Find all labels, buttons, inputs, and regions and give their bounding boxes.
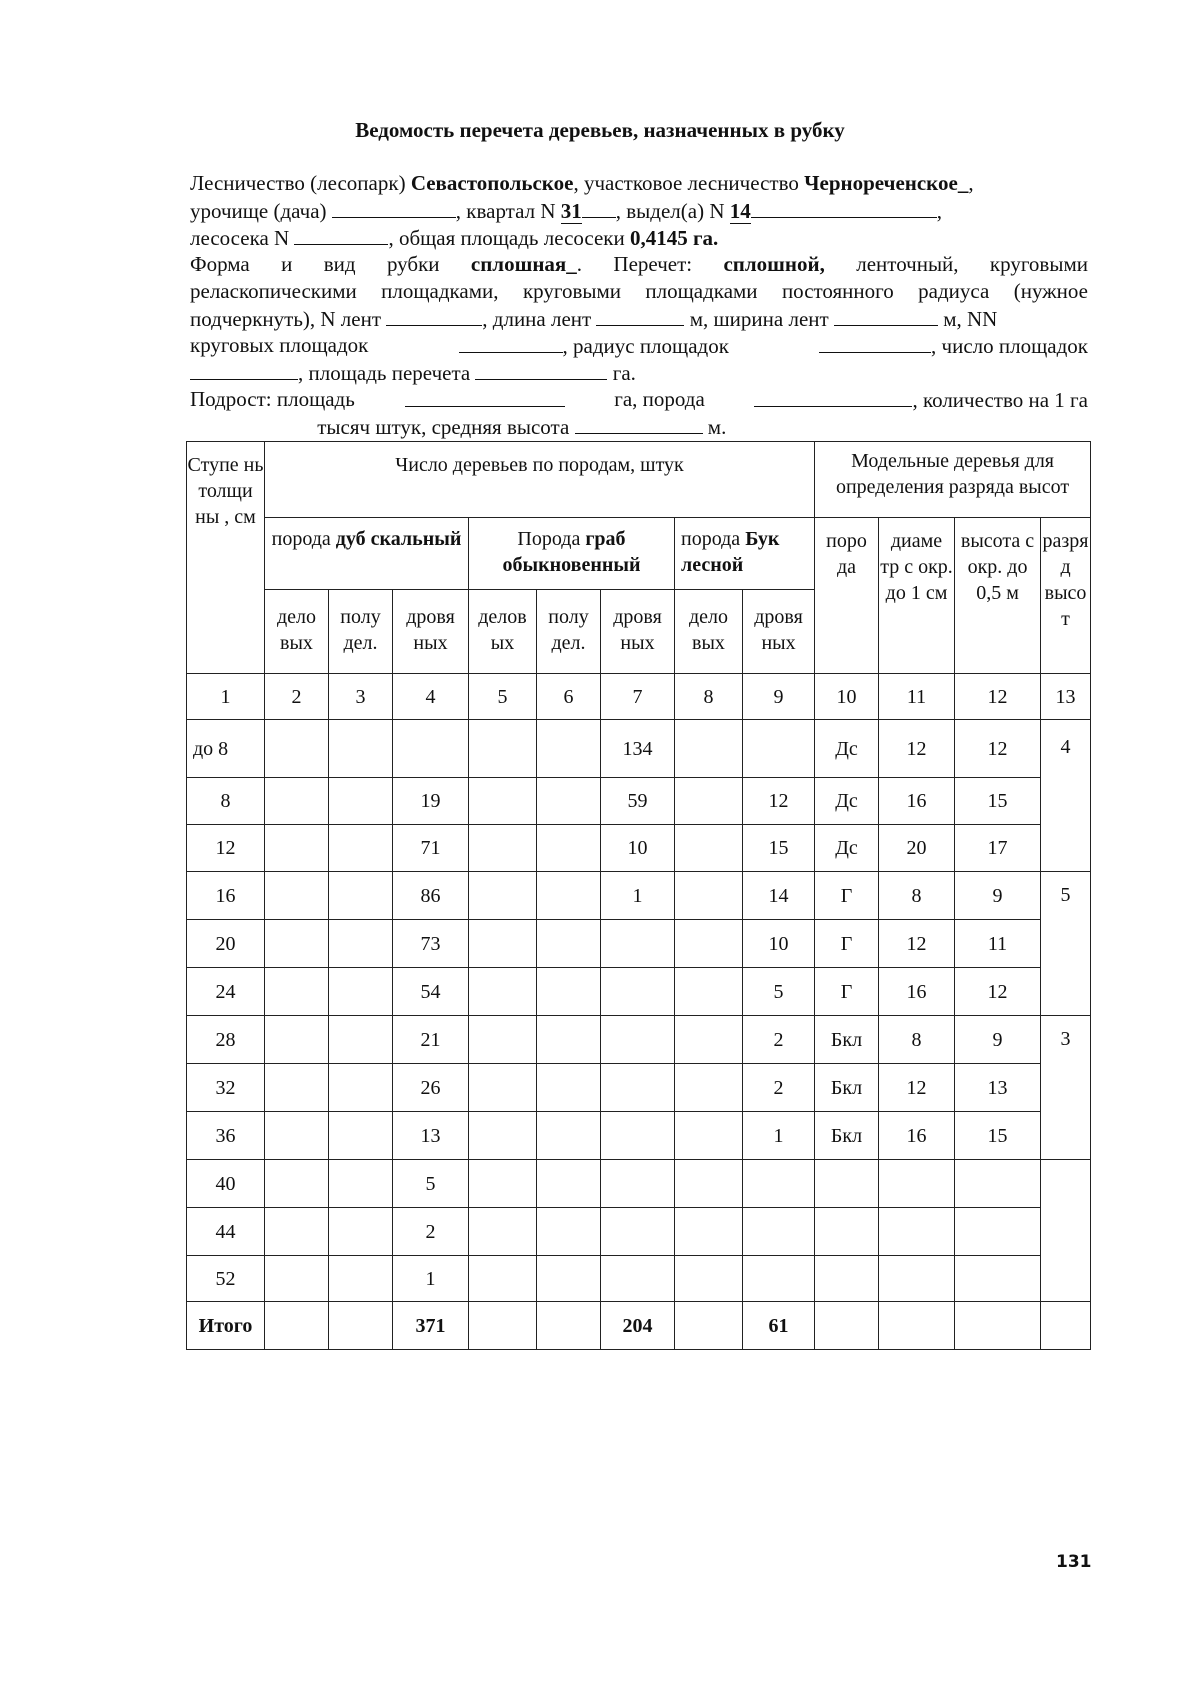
document-title: Ведомость перечета деревьев, назначенных в рубку [355,118,845,142]
hornbeam-firewood-cell [601,1256,675,1302]
model-species-cell [815,1208,879,1256]
oak-firewood-cell: 73 [393,920,469,968]
hornbeam-business-cell [469,1208,537,1256]
step-cell: 28 [187,1016,265,1064]
total-hornbeam-semi [537,1302,601,1350]
label-nn: м, NN [937,307,998,331]
model-diameter-cell: 16 [879,778,955,825]
beech-business-cell [675,720,743,778]
table-row [187,1016,1091,1064]
oak-semi-cell [329,1064,393,1112]
oak-business-cell [265,825,329,872]
oak-semi-cell [329,720,393,778]
label-undergrowth-area: Подрост: площадь [190,387,355,411]
oak-firewood-header: дровя ных [393,590,469,674]
step-cell: 8 [187,778,265,825]
oak-business-cell [265,1208,329,1256]
oak-firewood-cell: 1 [393,1256,469,1302]
hornbeam-firewood-header: дровя ных [601,590,675,674]
total-oak-business [265,1302,329,1350]
column-number: 8 [675,674,743,720]
step-cell: 40 [187,1160,265,1208]
step-cell: 12 [187,825,265,872]
cut-type-value: сплошная_ [470,252,577,276]
model-species-cell: Г [815,920,879,968]
model-diameter-cell: 16 [879,968,955,1016]
model-trees-header: Модельные деревья для определения разряда высот [815,442,1091,518]
label-undergrowth-species: га, порода [614,387,705,411]
unit-ha: га. [607,361,636,385]
label-cut-type: Форма и вид рубки [190,252,440,276]
oak-firewood-cell: 86 [393,872,469,920]
column-number: 4 [393,674,469,720]
label-strips-width: м, ширина лент [684,307,834,331]
beech-firewood-cell: 2 [743,1016,815,1064]
header-row-1 [187,442,1091,518]
beech-firewood-cell: 2 [743,1064,815,1112]
hornbeam-business-cell [469,720,537,778]
hornbeam-business-cell [469,920,537,968]
beech-firewood-cell: 15 [743,825,815,872]
model-rank-cell: 4 [1041,720,1091,872]
hornbeam-firewood-cell: 10 [601,825,675,872]
beech-firewood-cell [743,1208,815,1256]
count-area-blank [475,359,607,380]
total-beech-business [675,1302,743,1350]
quarter-blank [582,197,616,218]
model-height-cell: 11 [955,920,1041,968]
oak-firewood-cell: 26 [393,1064,469,1112]
column-number: 11 [879,674,955,720]
oak-business-cell [265,1064,329,1112]
total-model-diameter [879,1302,955,1350]
beech-business-cell [675,1160,743,1208]
total-label: Итого [187,1302,265,1350]
undergrowth-species-blank [754,386,912,407]
beech-business-header: дело вых [675,590,743,674]
beech-business-cell [675,1256,743,1302]
model-height-cell: 13 [955,1064,1041,1112]
hornbeam-firewood-cell: 59 [601,778,675,825]
comma: , [936,199,942,223]
beech-business-cell [675,1016,743,1064]
model-height-cell: 15 [955,1112,1041,1160]
model-species-cell: Бкл [815,1064,879,1112]
table-row [187,1160,1091,1208]
model-height-cell: 9 [955,1016,1041,1064]
hornbeam-semi-cell [537,1256,601,1302]
oak-semi-cell [329,778,393,825]
oak-semi-cell [329,872,393,920]
model-rank-cell: 5 [1041,872,1091,1016]
label-strips-length: , длина лент [482,307,597,331]
column-number: 7 [601,674,675,720]
step-cell: 24 [187,968,265,1016]
allotment-value: 14 [729,199,751,223]
hornbeam-business-cell [469,778,537,825]
label-quarter: , квартал N [455,199,561,223]
plots-number-blank [190,359,298,380]
hornbeam-business-header: делов ых [469,590,537,674]
model-species-cell [815,1256,879,1302]
model-species-header: поро да [815,518,879,674]
oak-semi-cell [329,1016,393,1064]
model-height-cell [955,1256,1041,1302]
model-diameter-cell: 12 [879,920,955,968]
table-row [187,1256,1091,1302]
oak-semi-cell [329,968,393,1016]
form-line-undergrowth-height [190,413,1088,440]
model-height-cell: 9 [955,872,1041,920]
hornbeam-firewood-cell: 1 [601,872,675,920]
hornbeam-business-cell [469,1112,537,1160]
allotment-blank [751,197,937,218]
model-diameter-cell: 12 [879,1064,955,1112]
model-height-cell: 17 [955,825,1041,872]
tree-count-header: Число деревьев по породам, штук [265,442,815,518]
oak-business-cell [265,968,329,1016]
oak-semi-cell [329,1112,393,1160]
beech-business-cell [675,968,743,1016]
table-row [187,872,1091,920]
column-number-row [187,674,1091,720]
model-rank-cell: 3 [1041,1016,1091,1160]
beech-business-cell [675,1208,743,1256]
hornbeam-firewood-cell [601,1208,675,1256]
table-row [187,825,1091,872]
hornbeam-semi-cell [537,825,601,872]
oak-business-cell [265,1160,329,1208]
hornbeam-firewood-cell [601,968,675,1016]
model-height-cell: 12 [955,968,1041,1016]
oak-semi-cell [329,825,393,872]
oak-firewood-cell: 2 [393,1208,469,1256]
species-beech-header: порода Бук лесной [675,518,815,590]
oak-business-cell [265,720,329,778]
total-hornbeam-firewood: 204 [601,1302,675,1350]
table-row [187,920,1091,968]
table-row [187,778,1091,825]
hornbeam-semi-cell [537,920,601,968]
table-row [187,968,1091,1016]
form-line-plots: реласкопическими площадками, круговыми площадками постоянного радиуса (нужное [190,279,1088,303]
model-species-cell: Г [815,872,879,920]
comma: , [968,171,974,195]
beech-firewood-header: дровя ных [743,590,815,674]
label-total-area: , общая площадь лесосеки [388,226,630,250]
strips-length-blank [596,305,684,326]
form-line-undergrowth [190,386,1088,413]
column-number: 10 [815,674,879,720]
label-cutting-area: лесосека N [190,226,295,250]
step-cell: 32 [187,1064,265,1112]
oak-business-cell [265,1256,329,1302]
label-allotment: , выдел(а) N [615,199,730,223]
step-cell: 20 [187,920,265,968]
quarter-value: 31 [560,199,582,223]
hornbeam-firewood-cell [601,920,675,968]
form-line-count-area [190,359,1088,386]
hornbeam-firewood-cell [601,1160,675,1208]
model-diameter-cell: 16 [879,1112,955,1160]
tree-count-table [186,441,1091,1350]
beech-business-cell [675,920,743,968]
model-height-cell [955,1160,1041,1208]
unit-m: м. [702,415,727,439]
hornbeam-firewood-cell: 134 [601,720,675,778]
hornbeam-business-cell [469,968,537,1016]
hornbeam-semi-cell [537,1112,601,1160]
model-species-cell: Бкл [815,1112,879,1160]
form-line-tract [190,197,1088,224]
total-oak-semi [329,1302,393,1350]
label-quantity: , количество на 1 га [912,388,1088,412]
total-beech-firewood: 61 [743,1302,815,1350]
species-oak-name: дуб скальный [335,528,462,550]
oak-semi-header: полу дел. [329,590,393,674]
table-row [187,1064,1091,1112]
hornbeam-semi-cell [537,968,601,1016]
model-species-cell: Дс [815,720,879,778]
model-diameter-cell: 12 [879,720,955,778]
forestry-value: Севастопольское [410,171,574,195]
label-strips-count: подчеркнуть), N лент [190,307,387,331]
form-line-cutting-area [190,224,1088,251]
oak-semi-cell [329,1208,393,1256]
oak-business-cell [265,872,329,920]
strips-count-blank [386,305,482,326]
oak-firewood-cell: 21 [393,1016,469,1064]
beech-firewood-cell: 14 [743,872,815,920]
beech-firewood-cell: 1 [743,1112,815,1160]
hornbeam-semi-cell [537,872,601,920]
hornbeam-business-cell [469,825,537,872]
round-plots-blank [459,332,563,353]
radius-blank [819,332,931,353]
oak-semi-cell [329,1160,393,1208]
label-forestry: Лесничество (лесопарк) [190,171,411,195]
beech-business-cell [675,1112,743,1160]
model-species-cell: Бкл [815,1016,879,1064]
column-number: 12 [955,674,1041,720]
count-options-text: ленточный, круговыми [856,252,1088,276]
hornbeam-semi-cell [537,778,601,825]
model-height-cell: 15 [955,778,1041,825]
model-height-cell: 12 [955,720,1041,778]
column-number: 5 [469,674,537,720]
model-species-cell: Г [815,968,879,1016]
total-row [187,1302,1091,1350]
species-oak-header: порода дуб скальный [265,518,469,590]
column-number: 2 [265,674,329,720]
oak-firewood-cell: 5 [393,1160,469,1208]
step-cell: 36 [187,1112,265,1160]
strips-width-blank [834,305,938,326]
tract-blank [332,197,456,218]
oak-business-header: дело вых [265,590,329,674]
model-diameter-cell [879,1208,955,1256]
beech-firewood-cell: 5 [743,968,815,1016]
total-model-height [955,1302,1041,1350]
undergrowth-area-blank [405,386,565,407]
form-line-cut-type [190,251,1088,278]
model-diameter-cell [879,1256,955,1302]
column-number: 13 [1041,674,1091,720]
model-diameter-cell [879,1160,955,1208]
model-height-cell [955,1208,1041,1256]
column-number: 1 [187,674,265,720]
label-round-plots: круговых площадок [190,333,369,357]
beech-business-cell [675,825,743,872]
hornbeam-semi-cell [537,1208,601,1256]
label-plots-number: , число площадок [931,334,1088,358]
avg-height-blank [575,413,703,434]
hornbeam-semi-cell [537,1160,601,1208]
column-number: 9 [743,674,815,720]
form-line-strips [190,305,1088,332]
header-row-2 [187,518,1091,590]
form-line-forestry [190,170,1088,197]
total-area-value: 0,4145 га. [630,226,719,250]
species-hornbeam-name: граб обыкновенный [502,528,641,576]
oak-semi-cell [329,1256,393,1302]
table-row [187,1208,1091,1256]
label-thousand-pcs: тысяч штук, средняя высота [312,415,575,439]
beech-business-cell [675,778,743,825]
hornbeam-firewood-cell [601,1016,675,1064]
table-row [187,720,1091,778]
model-rank-header: разря д высо т [1041,518,1091,674]
label-count-area: , площадь перечета [298,361,476,385]
oak-business-cell [265,920,329,968]
beech-business-cell [675,872,743,920]
form-line-round-plots [190,332,1088,359]
model-rank-cell [1041,1160,1091,1302]
total-model-rank [1041,1302,1091,1350]
oak-firewood-cell: 54 [393,968,469,1016]
label-count: . Перечет: [576,252,693,276]
cutting-area-blank [294,224,388,245]
beech-firewood-cell: 10 [743,920,815,968]
beech-firewood-cell [743,720,815,778]
column-number: 3 [329,674,393,720]
total-hornbeam-business [469,1302,537,1350]
oak-business-cell [265,1112,329,1160]
label-district: , участковое лесничество [573,171,805,195]
count-type-value: сплошной, [723,252,825,276]
oak-firewood-cell: 71 [393,825,469,872]
hornbeam-semi-cell [537,1064,601,1112]
model-diameter-header: диаме тр с окр. до 1 см [879,518,955,674]
beech-firewood-cell [743,1256,815,1302]
hornbeam-business-cell [469,1064,537,1112]
model-diameter-cell: 20 [879,825,955,872]
step-cell: 16 [187,872,265,920]
oak-firewood-cell: 13 [393,1112,469,1160]
step-header: Ступе нь толщи ны , см [187,442,265,674]
model-species-cell [815,1160,879,1208]
label-radius: , радиус площадок [562,334,729,358]
beech-firewood-cell: 12 [743,778,815,825]
hornbeam-firewood-cell [601,1064,675,1112]
hornbeam-firewood-cell [601,1112,675,1160]
page-number: 131 [1056,1552,1092,1572]
label-tract: урочище (дача) [190,199,332,223]
table-row [187,1112,1091,1160]
hornbeam-semi-cell [537,1016,601,1064]
header-form [190,170,1088,440]
district-value: Чернореченское_ [804,171,969,195]
model-species-cell: Дс [815,825,879,872]
model-diameter-cell: 8 [879,1016,955,1064]
step-cell: до 8 [187,720,265,778]
hornbeam-semi-cell [537,720,601,778]
hornbeam-business-cell [469,1256,537,1302]
oak-firewood-cell [393,720,469,778]
column-number: 6 [537,674,601,720]
total-oak-firewood: 371 [393,1302,469,1350]
hornbeam-business-cell [469,1160,537,1208]
model-diameter-cell: 8 [879,872,955,920]
beech-firewood-cell [743,1160,815,1208]
step-cell: 52 [187,1256,265,1302]
hornbeam-semi-header: полу дел. [537,590,601,674]
beech-business-cell [675,1064,743,1112]
species-hornbeam-header: Порода граб обыкновенный [469,518,675,590]
model-species-cell: Дс [815,778,879,825]
hornbeam-business-cell [469,1016,537,1064]
model-height-header: высота с окр. до 0,5 м [955,518,1041,674]
oak-business-cell [265,1016,329,1064]
oak-business-cell [265,778,329,825]
oak-semi-cell [329,920,393,968]
oak-firewood-cell: 19 [393,778,469,825]
hornbeam-business-cell [469,872,537,920]
step-cell: 44 [187,1208,265,1256]
total-model-species [815,1302,879,1350]
species-beech-name: Бук лесной [681,528,780,576]
